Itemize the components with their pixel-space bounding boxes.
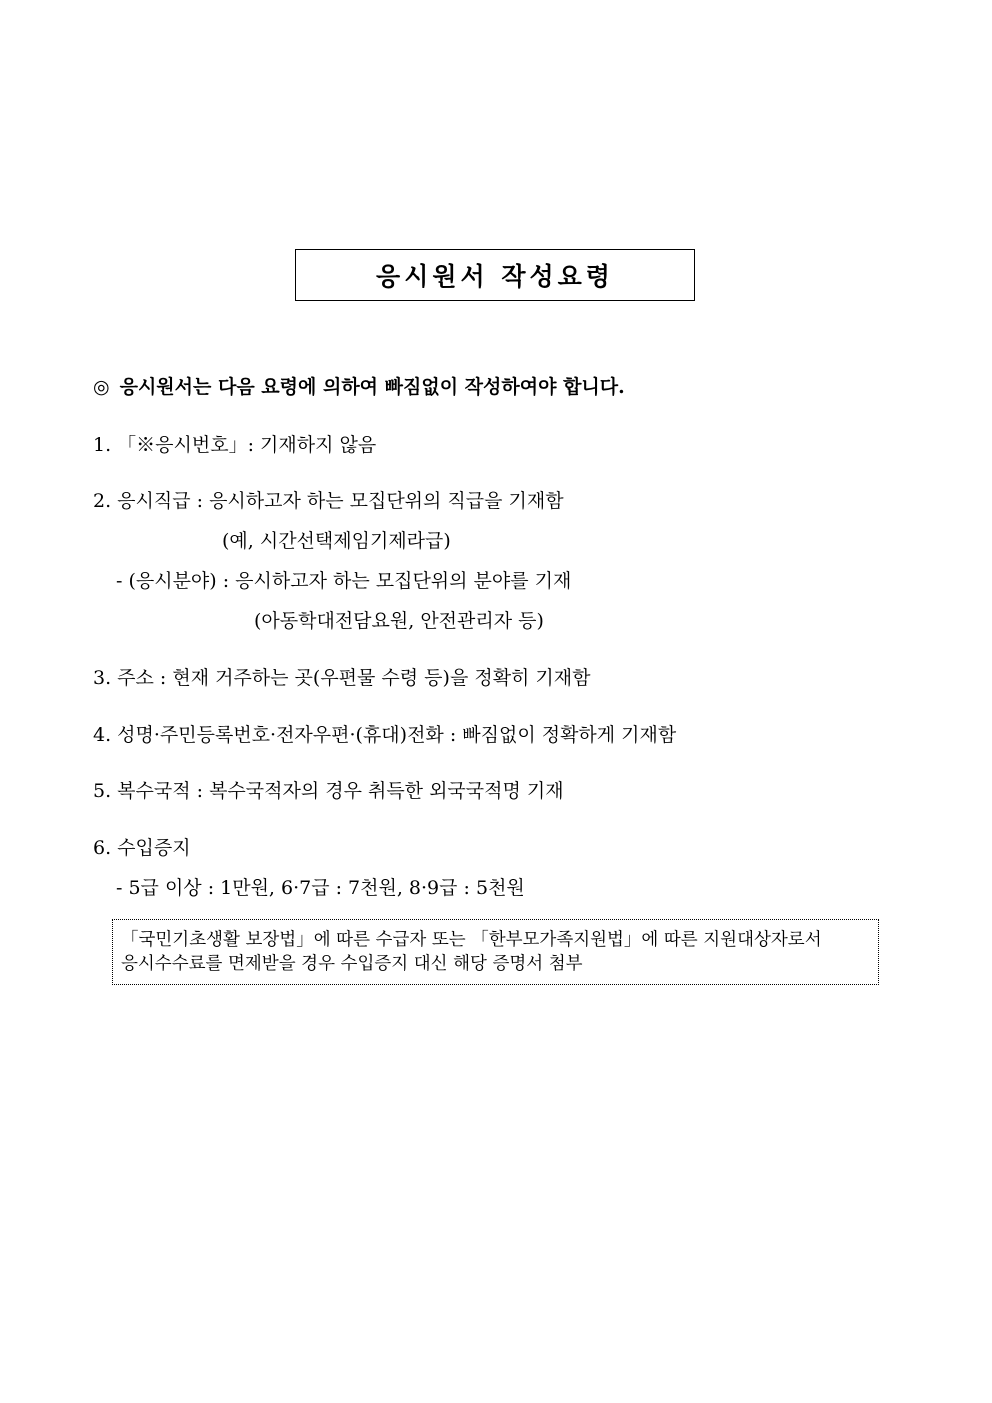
item-5: 5. 복수국적 : 복수국적자의 경우 취득한 외국국적명 기재	[93, 780, 564, 802]
item-2-sub: - (응시분야) : 응시하고자 하는 모집단위의 분야를 기재	[116, 570, 572, 592]
note-line-1: 「국민기초생활 보장법」에 따른 수급자 또는 「한부모가족지원법」에 따른 지원대상자로서	[121, 930, 822, 950]
item-6-sub: - 5급 이상 : 1만원, 6·7급 : 7천원, 8·9급 : 5천원	[116, 877, 525, 899]
page-title-text: 응시원서 작성요령	[376, 262, 614, 291]
item-6: 6. 수입증지	[93, 837, 191, 859]
item-2: 2. 응시직급 : 응시하고자 하는 모집단위의 직급을 기재함	[93, 490, 564, 512]
page-title	[295, 249, 695, 301]
exemption-note-box	[112, 919, 879, 985]
intro-text: 응시원서는 다음 요령에 의하여 빠짐없이 작성하여야 합니다.	[119, 376, 625, 398]
double-circle-icon: ◎	[93, 376, 110, 398]
item-4: 4. 성명·주민등록번호·전자우편·(휴대)전화 : 빠짐없이 정확하게 기재함	[93, 724, 677, 746]
item-1: 1. 「※응시번호」: 기재하지 않음	[93, 434, 377, 456]
item-3: 3. 주소 : 현재 거주하는 곳(우편물 수령 등)을 정확히 기재함	[93, 667, 591, 689]
item-2-sub-example: (아동학대전담요원, 안전관리자 등)	[254, 610, 544, 632]
item-2-example: (예, 시간선택제임기제라급)	[222, 530, 451, 552]
intro-line	[93, 375, 625, 399]
note-line-2: 응시수수료를 면제받을 경우 수입증지 대신 해당 증명서 첨부	[121, 954, 583, 974]
